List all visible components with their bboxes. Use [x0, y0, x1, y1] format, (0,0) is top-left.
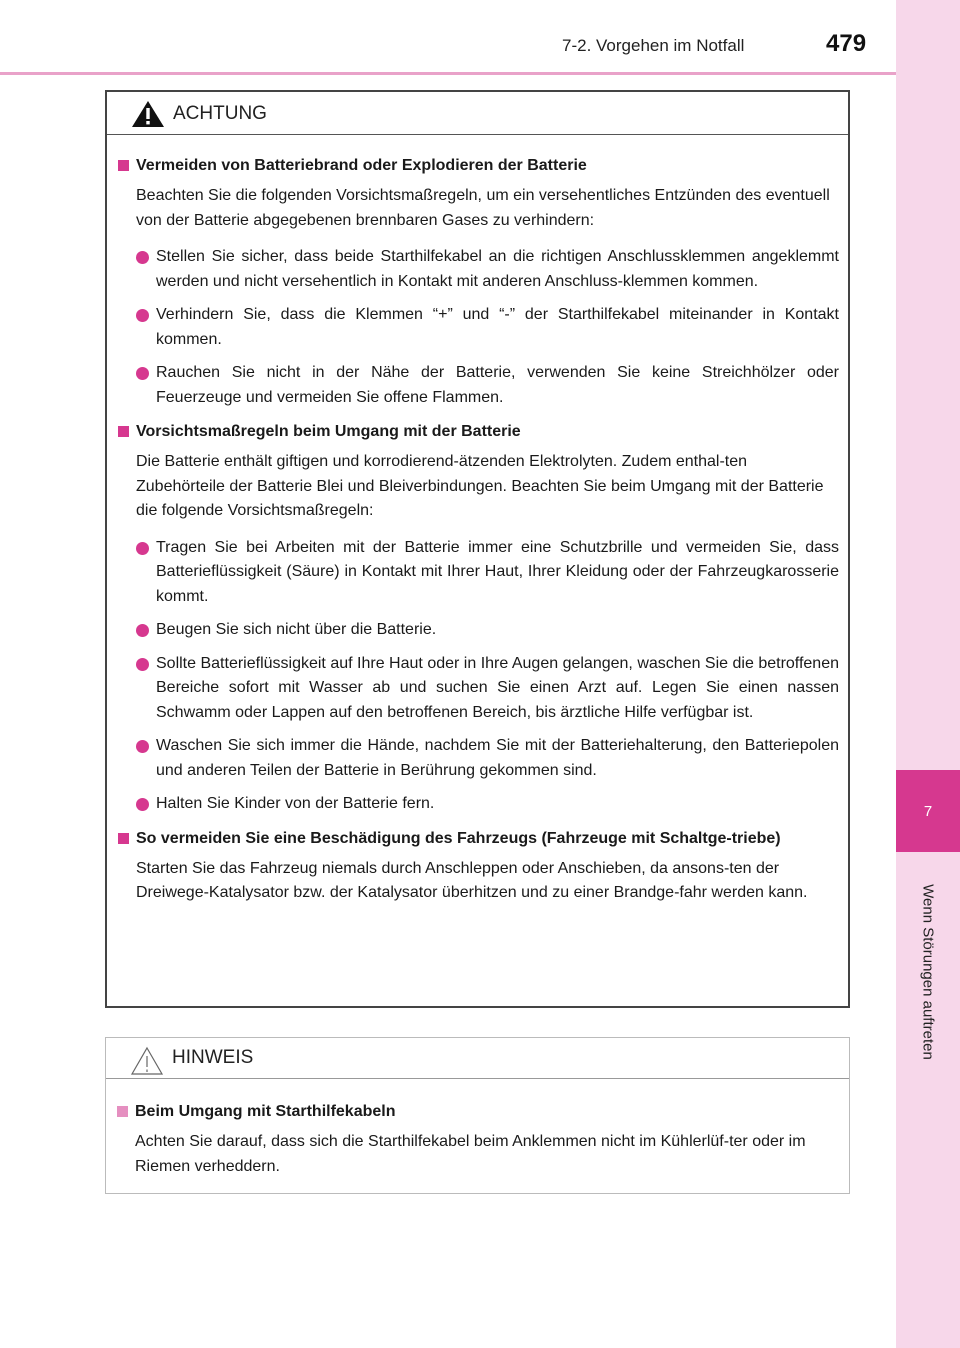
- section-heading: Vermeiden von Batteriebrand oder Explodieren der Batterie: [118, 153, 839, 178]
- square-bullet-icon: [117, 1099, 135, 1124]
- section-heading: Vorsichtsmaßregeln beim Umgang mit der Batterie: [118, 419, 839, 444]
- notice-label: HINWEIS: [172, 1047, 254, 1068]
- chapter-title: Wenn Störungen auftreten: [919, 884, 937, 1060]
- notice-box-body: [106, 1079, 849, 1179]
- list-item: Stellen Sie sicher, dass beide Starthilfekabel an die richtigen Anschlussklemmen angeklemmt werden und nicht versehentlich in Kontakt mit anderen Anschluss-klemmen kommen.: [118, 245, 839, 294]
- circle-bullet-icon: [136, 652, 156, 726]
- circle-bullet-icon: [136, 303, 156, 352]
- list-item: Rauchen Sie nicht in der Nähe der Batterie, verwenden Sie keine Streichhölzer oder Feuerzeuge und vermeiden Sie offene Flammen.: [118, 361, 839, 410]
- header-rule: [0, 72, 896, 75]
- section-heading: Beim Umgang mit Starthilfekabeln: [117, 1099, 840, 1124]
- list-item: Verhindern Sie, dass die Klemmen “+” und “-” der Starthilfekabel miteinander in Kontakt kommen.: [118, 303, 839, 352]
- warning-triangle-icon: [131, 100, 165, 128]
- section-heading: So vermeiden Sie eine Beschädigung des Fahrzeugs (Fahrzeuge mit Schaltge-triebe): [118, 826, 839, 851]
- section-title: 7-2. Vorgehen im Notfall: [562, 36, 745, 55]
- warning-box: [105, 90, 850, 1008]
- list-item: Sollte Batterieflüssigkeit auf Ihre Haut oder in Ihre Augen gelangen, waschen Sie die betroffenen Bereiche sofort mit Wasser ab und suchen Sie einen Arzt auf. Legen Sie einen nassen Schwamm oder Lappen auf den betroffenen Bereich, bis ärztliche Hilfe verfügbar ist.: [118, 652, 839, 726]
- notice-box-header: [106, 1038, 849, 1079]
- notice-box: [105, 1037, 850, 1194]
- section-text: Beachten Sie die folgenden Vorsichtsmaßregeln, um ein versehentliches Entzünden des eventuell von der Batterie abgegebenen brennbaren Gases zu verhindern:: [136, 187, 830, 229]
- circle-bullet-icon: [136, 792, 156, 817]
- list-item: Tragen Sie bei Arbeiten mit der Batterie immer eine Schutzbrille und vermeiden Sie, dass Batterieflüssigkeit (Säure) in Kontakt mit Ihrer Haut, Ihrer Kleidung oder der Fahrzeugkarosserie kommt.: [118, 536, 839, 610]
- page-number: 479: [826, 30, 867, 57]
- chapter-number-badge: 7: [896, 770, 960, 852]
- circle-bullet-icon: [136, 734, 156, 783]
- square-bullet-icon: [118, 826, 136, 851]
- circle-bullet-icon: [136, 536, 156, 610]
- warning-label: ACHTUNG: [173, 103, 267, 124]
- section-text: Die Batterie enthält giftigen und korrodierend-ätzenden Elektrolyten. Zudem enthal-ten Zubehörteile der Batterie Blei und Bleiverbindungen. Beachten Sie beim Umgang mit der Batterie die folgende Vorsichtsmaßregeln:: [136, 453, 824, 519]
- list-item: Beugen Sie sich nicht über die Batterie.: [118, 618, 839, 643]
- circle-bullet-icon: [136, 361, 156, 410]
- circle-bullet-icon: [136, 618, 156, 643]
- section-text: Starten Sie das Fahrzeug niemals durch Anschleppen oder Anschieben, da ansons-ten der Dreiwege-Katalysator bzw. der Katalysator überhitzen und zu einer Brandge-fahr werden kann.: [136, 859, 808, 901]
- warning-box-header: [107, 92, 848, 135]
- list-item: Waschen Sie sich immer die Hände, nachdem Sie mit der Batteriehalterung, den Batteriepolen und anderen Teilen der Batterie in Berührung gekommen sind.: [118, 734, 839, 783]
- list-item: Halten Sie Kinder von der Batterie fern.: [118, 792, 839, 817]
- chapter-side-tab: [896, 0, 960, 1348]
- section-text: Achten Sie darauf, dass sich die Starthilfekabel beim Anklemmen nicht im Kühlerlüf-ter oder im Riemen verheddern.: [135, 1133, 806, 1175]
- square-bullet-icon: [118, 153, 136, 178]
- warning-box-body: [107, 135, 848, 906]
- circle-bullet-icon: [136, 245, 156, 294]
- square-bullet-icon: [118, 419, 136, 444]
- notice-triangle-icon: [130, 1046, 164, 1076]
